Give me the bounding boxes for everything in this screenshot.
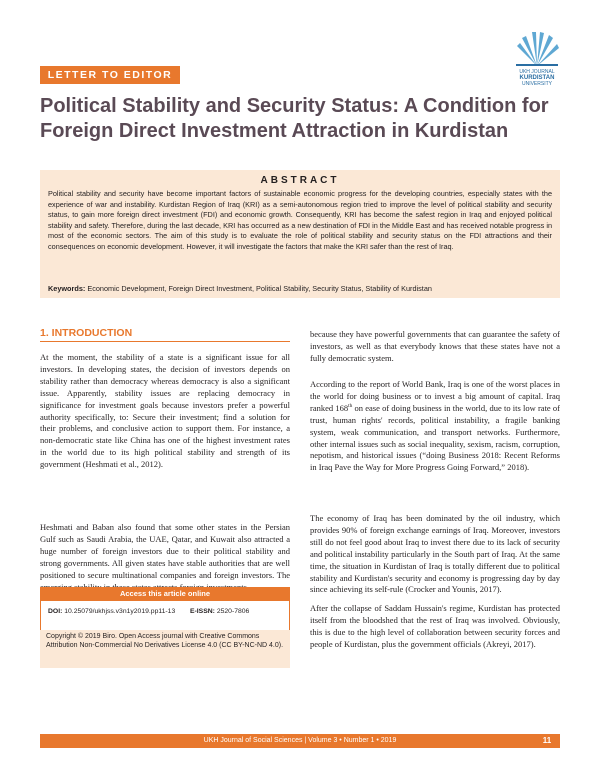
section-heading-introduction: 1. INTRODUCTION: [40, 327, 133, 339]
eissn-label: E-ISSN:: [190, 608, 215, 615]
title-line-2: Foreign Direct Investment Attraction in Kurdistan: [40, 120, 509, 142]
intro-paragraph-2: Heshmati and Baban also found that some other states in the Persian Gulf such as Saudi Arabia, the UAE, Qatar, and Kuwait also attracted a huge number of foreign investors due to their political stability and strong governments. All given states have stable authorities that are well positioned to secure multinational companies and foreign investors. The: [40, 522, 290, 580]
doi-label: DOI:: [48, 608, 63, 615]
abstract-body: Political stability and security have become important factors of sustainable economic progress for the developing countries, especially states with the experience of war and instability. Kurdistan Region of Iraq (KRI) as a semi-autonomous region tried to improve the level of political stability and security status, to gain more foreign direct investment (FDI) and economic growth. Consequently, KRI has become the safest region in Iraq and enjoyed political stability and safety. Therefore, during the last decade, KRI has occurred as a new destination of FDI in the Middle East and has received notable progress in most of the economic sectors. The aim of this study is to evaluate the role of political stability and security status on the FDI attractions and their consequences on economic development. However, it will investigate the factors that make the KRI safer than the rest of Iraq.: [48, 189, 552, 251]
access-online-heading: Access this article online: [40, 587, 290, 600]
section-divider: [40, 341, 290, 342]
ordinal-suffix: th: [348, 402, 353, 409]
intro-paragraph-1: At the moment, the stability of a state is a significant issue for all investors. In developing states, the decision of investors depends on stability rather than democracy whereas democracy is also a significant issue. Apparently, stability issues are replacing democracy in significance for investment goals because investors prefer a powerful authority specifically, to: Secure their investment; find a solution for their problems, and conclusive action to support them. For instance, a non-democratic state like China has one of the highest investment rates in the world due to its high political stability and strength of its government (Heshmati et al., 2012).: [40, 352, 290, 470]
keywords: [48, 284, 552, 294]
article-title: [40, 94, 560, 144]
eissn-value: 2520-7806: [216, 608, 250, 615]
journal-logo-text: [506, 69, 568, 87]
intro-paragraph-4: According to the report of World Bank, Iraq is one of the worst places in the world for doing business or to invest a big amount of capital. Iraq ranked 168th on ease of doing business in the world, due to its low rate of trust, human rights' records, political instability, a fragile banking system, weak communication, and transport networks. Furthermore, other internal issues such as social inequality, sexism, racism, corruption, nepotism, and historical issues (“doing Business 2018: Recent Reforms in Iraq Pave the Way for More Progress Going Forward,” 2018).: [310, 379, 560, 473]
title-line-1: Political Stability and Security Status: A Condition for: [40, 95, 549, 117]
keywords-list: Economic Development, Foreign Direct Investment, Political Stability, Security Status, Stability of Kurdistan: [87, 284, 432, 293]
logo-line-3: UNIVERSITY: [521, 81, 552, 87]
copyright-notice: Copyright © 2019 Biro. Open Access journal with Creative Commons Attribution Non-Commercial No Derivatives License 4.0 (CC BY-NC-ND 4.0).: [46, 633, 284, 649]
logo-line-1: UKH JOURNAL: [519, 69, 555, 75]
abstract-heading: ABSTRACT: [260, 175, 340, 186]
page-number: 11: [542, 736, 552, 745]
eissn: [190, 608, 249, 615]
doi-value[interactable]: 10.25079/ukhjss.v3n1y2019.pp11-13: [64, 608, 176, 615]
logo-line-2: KURDISTAN: [519, 75, 555, 81]
footer-journal-info: UKH Journal of Social Sciences | Volume 3 • Number 1 • 2019: [203, 737, 397, 744]
intro-paragraph-5: The economy of Iraq has been dominated by the oil industry, which provides 90% of foreign exchange earnings of Iraq. Moreover, investors still do not feel good about Iraq to invest there due to its lack of security and political instability particularly in the South part of Iraq. At the same time, the situation in Kurdistan of Iraq is totally different due to political stability and Kurdistan's security and economy is progressing day by day since achieving its self-rule (Crocker and Younis, 2017).: [310, 513, 560, 595]
sun-rays-icon: [512, 30, 562, 70]
intro-paragraph-6: After the collapse of Saddam Hussain's regime, Kurdistan has protected itself from the bloodshed that the rest of Iraq was involved. Obviously, this is due to the high level of collaboration between security forces and people of Kurdistan, plus the government officials (Akreyi, 2017).: [310, 603, 560, 649]
doi[interactable]: [48, 608, 175, 615]
article-type-tag: LETTER TO EDITOR: [40, 66, 180, 84]
intro-paragraph-3: because they have powerful governments that can guarantee the safety of investors, as well as that everybody knows that these states have not a fully democratic system.: [310, 329, 560, 363]
keywords-label: Keywords:: [48, 284, 86, 293]
